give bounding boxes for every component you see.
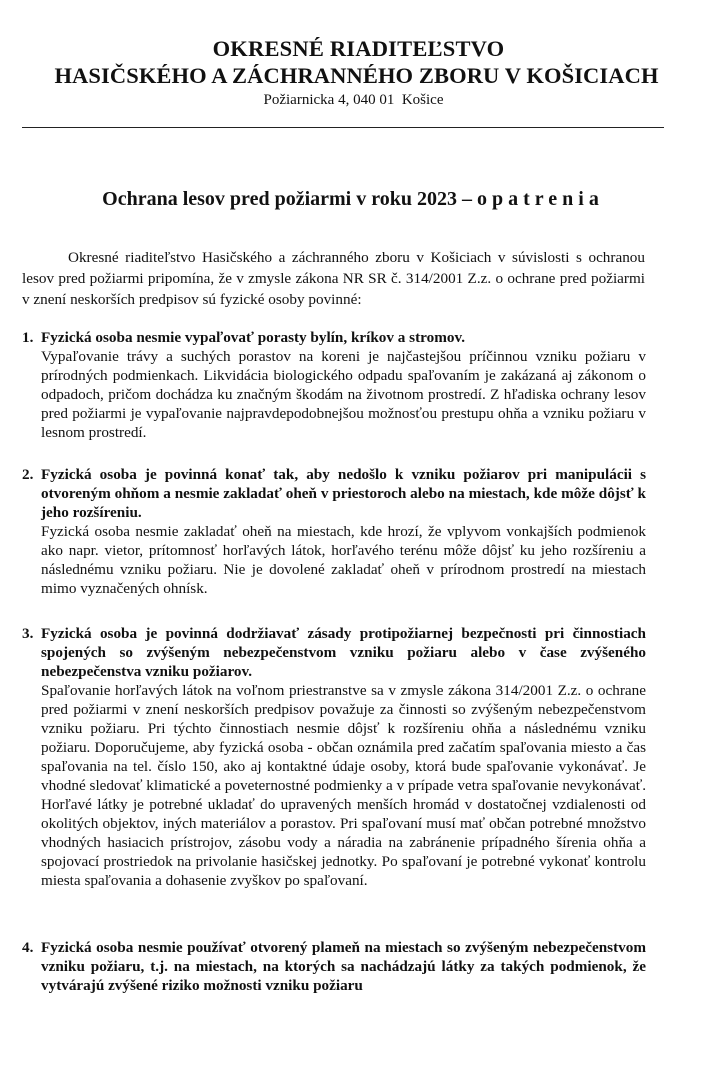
header-organization-name: HASIČSKÉHO A ZÁCHRANNÉHO ZBORU V KOŠICIACH [54,63,659,88]
list-item-number: 1. [22,329,34,346]
list-item-body: Vypaľovanie trávy a suchých porastov na koreni je najčastejšou príčinnou vzniku požiaru v prírodných podmienkach. Likvidácia biologického odpadu spaľovaním je zakázaná aj zákonom o odpadoch, pričom dochádza ku značným škodám na životnom prostredí. Z hľadiska ochrany lesov pred požiarmi je vypaľovanie najpravdepodobnejšou možnosťou prestupu ohňa a vzniku požiaru v lesnom prostredí. [41,348,646,441]
header-office-name: OKRESNÉ RIADITEĽSTVO [212,36,505,61]
header-address: Požiarnicka 4, 040 01 Košice [263,92,444,108]
list-item-number: 4. [22,939,34,956]
list-item [22,328,646,442]
list-item [22,465,646,598]
header-divider [22,127,664,128]
intro-paragraph: Okresné riaditeľstvo Hasičského a záchranného zboru v Košiciach v súvislosti s ochranou lesov pred požiarmi pripomína, že v zmysle zákona NR SR č. 314/2001 Z.z. o ochrane pred požiarmi v znení neskorších predpisov sú fyzické osoby povinné: [22,249,645,308]
list-item [22,624,646,890]
list-item [22,938,646,995]
list-item-heading: Fyzická osoba nesmie vypaľovať porasty bylín, kríkov a stromov. [41,329,465,346]
list-item-number: 2. [22,466,34,483]
list-item-body: Fyzická osoba nesmie zakladať oheň na miestach, kde hrozí, že vplyvom vonkajších podmienok ako napr. vietor, prítomnosť horľavých látok, horľavého terénu môže dôjsť ku jeho rozšíreniu a následnému vzniku požiaru. Nie je dovolené zakladať oheň v prírodnom prostredí na miestach mimo vyznačených ohnísk. [41,523,646,597]
document-title: Ochrana lesov pred požiarmi v roku 2023 – o p a t r e n i a [102,188,599,210]
list-item-number: 3. [22,625,34,642]
list-item-body: Spaľovanie horľavých látok na voľnom priestranstve sa v zmysle zákona 314/2001 Z.z. o ochrane pred požiarmi v znení neskorších predpisov považuje za činnosti so zvýšeným nebezpečenstvom vzniku požiaru. Pri týchto činnostiach nesmie dôjsť k rozšíreniu ohňa a následnému vzniku požiaru. Doporučujeme, aby fyzická osoba - občan oznámila pred začatím spaľovania miesto a čas spaľovania na tel. číslo 150, ako aj kontaktné údaje osoby, ktorá bude spaľovanie vykonávať. Je vhodné sledovať klimatické a poveternostné podmienky a v prípade vetra spaľovanie nevykonávať. Horľavé látky je potrebné ukladať do upravených menších hromád v dostatočnej vzdialenosti od okolitých objektov, iných materiálov a porastov. Pri spaľovaní musí mať občan potrebné množstvo vhodných hasiacich prístrojov, zásobu vody a náradia na zabránenie prípadného šírenia ohňa a spojovací prostriedok na privolanie hasičskej jednotky. Po spaľovaní je potrebné vykonať kontrolu miesta spaľovania a dohasenie zvyškov po spaľovaní. [41,682,646,889]
list-item-heading: Fyzická osoba je povinná konať tak, aby nedošlo k vzniku požiarov pri manipulácii s otvoreným ohňom a nesmie zakladať oheň v priestoroch alebo na miestach, kde môže dôjsť k jeho rozšíreniu. [41,466,646,521]
list-item-heading: Fyzická osoba nesmie používať otvorený plameň na miestach so zvýšeným nebezpečenstvom vzniku požiaru, t.j. na miestach, na ktorých sa nachádzajú látky za takých podmienok, že vytvárajú zvýšené riziko možnosti vzniku požiaru [41,939,646,994]
list-item-heading: Fyzická osoba je povinná dodržiavať zásady protipožiarnej bezpečnosti pri činnostiach spojených so zvýšeným nebezpečenstvom vzniku požiaru alebo v čase zvýšeného nebezpečenstva vzniku požiarov. [41,625,646,680]
